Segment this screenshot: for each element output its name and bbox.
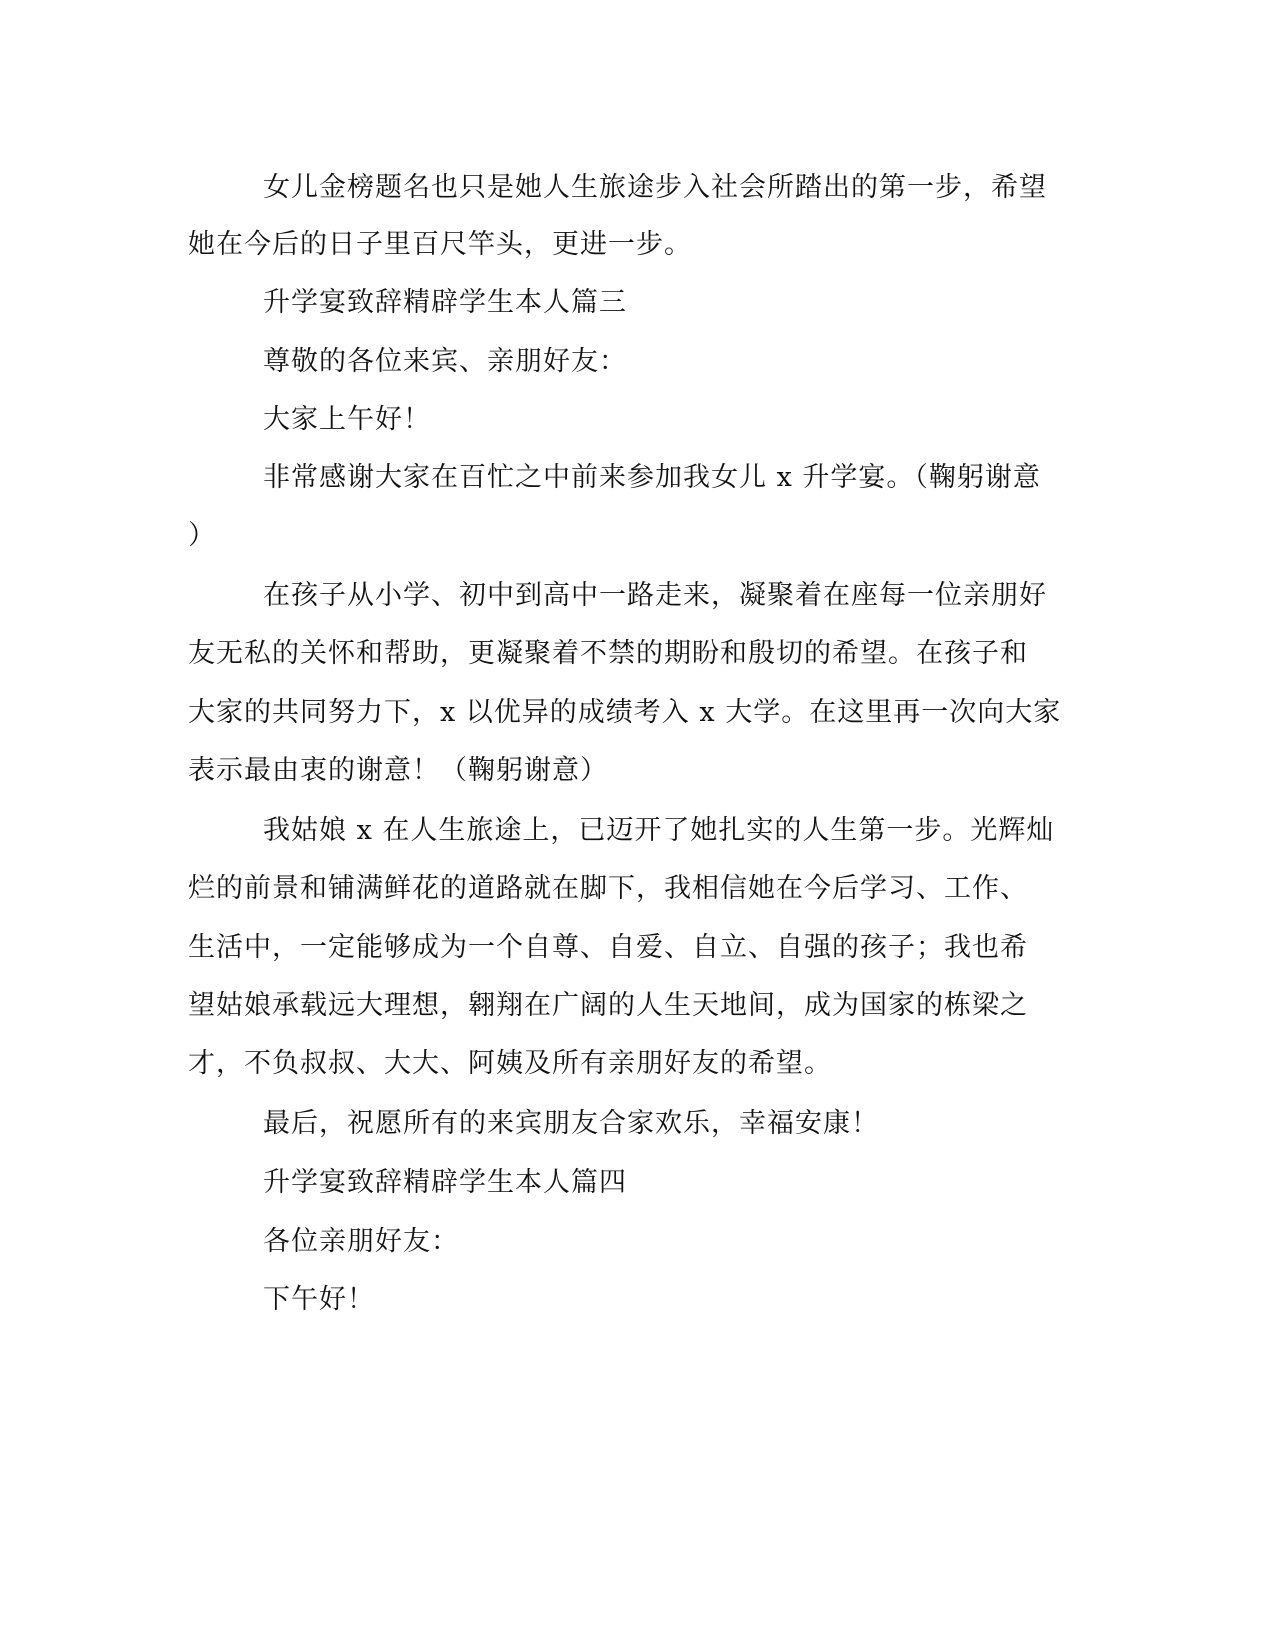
paragraph-line: 她在今后的日子里百尺竿头，更进一步。 — [188, 229, 692, 260]
greeting-line: 下午好！ — [263, 1284, 375, 1315]
paragraph-line: 女儿金榜题名也只是她人生旅途步入社会所踏出的第一步，希望 — [263, 172, 1047, 203]
paragraph-line: 大家的共同努力下，x 以优异的成绩考入 x 大学。在这里再一次向大家 — [188, 697, 1062, 728]
paragraph-line: ） — [188, 520, 216, 551]
paragraph-line: 最后，祝愿所有的来宾朋友合家欢乐，幸福安康！ — [263, 1108, 879, 1139]
greeting-line: 大家上午好！ — [263, 404, 431, 435]
paragraph-line: 在孩子从小学、初中到高中一路走来，凝聚着在座每一位亲朋好 — [263, 580, 1047, 611]
paragraph-line: 望姑娘承载远大理想，翱翔在广阔的人生天地间，成为国家的栋梁之 — [188, 990, 1028, 1021]
paragraph-line: 烂的前景和铺满鲜花的道路就在脚下，我相信她在今后学习、工作、 — [188, 873, 1028, 904]
salutation-line: 尊敬的各位来宾、亲朋好友： — [263, 346, 627, 377]
section-heading: 升学宴致辞精辟学生本人篇三 — [263, 287, 627, 318]
paragraph-line: 才，不负叔叔、大大、阿姨及所有亲朋好友的希望。 — [188, 1048, 832, 1079]
paragraph-line: 生活中，一定能够成为一个自尊、自爱、自立、自强的孩子；我也希 — [188, 932, 1028, 963]
paragraph-line: 表示最由衷的谢意！（鞠躬谢意） — [188, 755, 608, 786]
paragraph-line: 非常感谢大家在百忙之中前来参加我女儿 x 升学宴。（鞠躬谢意 — [263, 462, 1041, 493]
paragraph-line: 我姑娘 x 在人生旅途上，已迈开了她扎实的人生第一步。光辉灿 — [263, 815, 1055, 846]
salutation-line: 各位亲朋好友： — [263, 1226, 459, 1257]
paragraph-line: 友无私的关怀和帮助，更凝聚着不禁的期盼和殷切的希望。在孩子和 — [188, 638, 1028, 669]
section-heading: 升学宴致辞精辟学生本人篇四 — [263, 1167, 627, 1198]
